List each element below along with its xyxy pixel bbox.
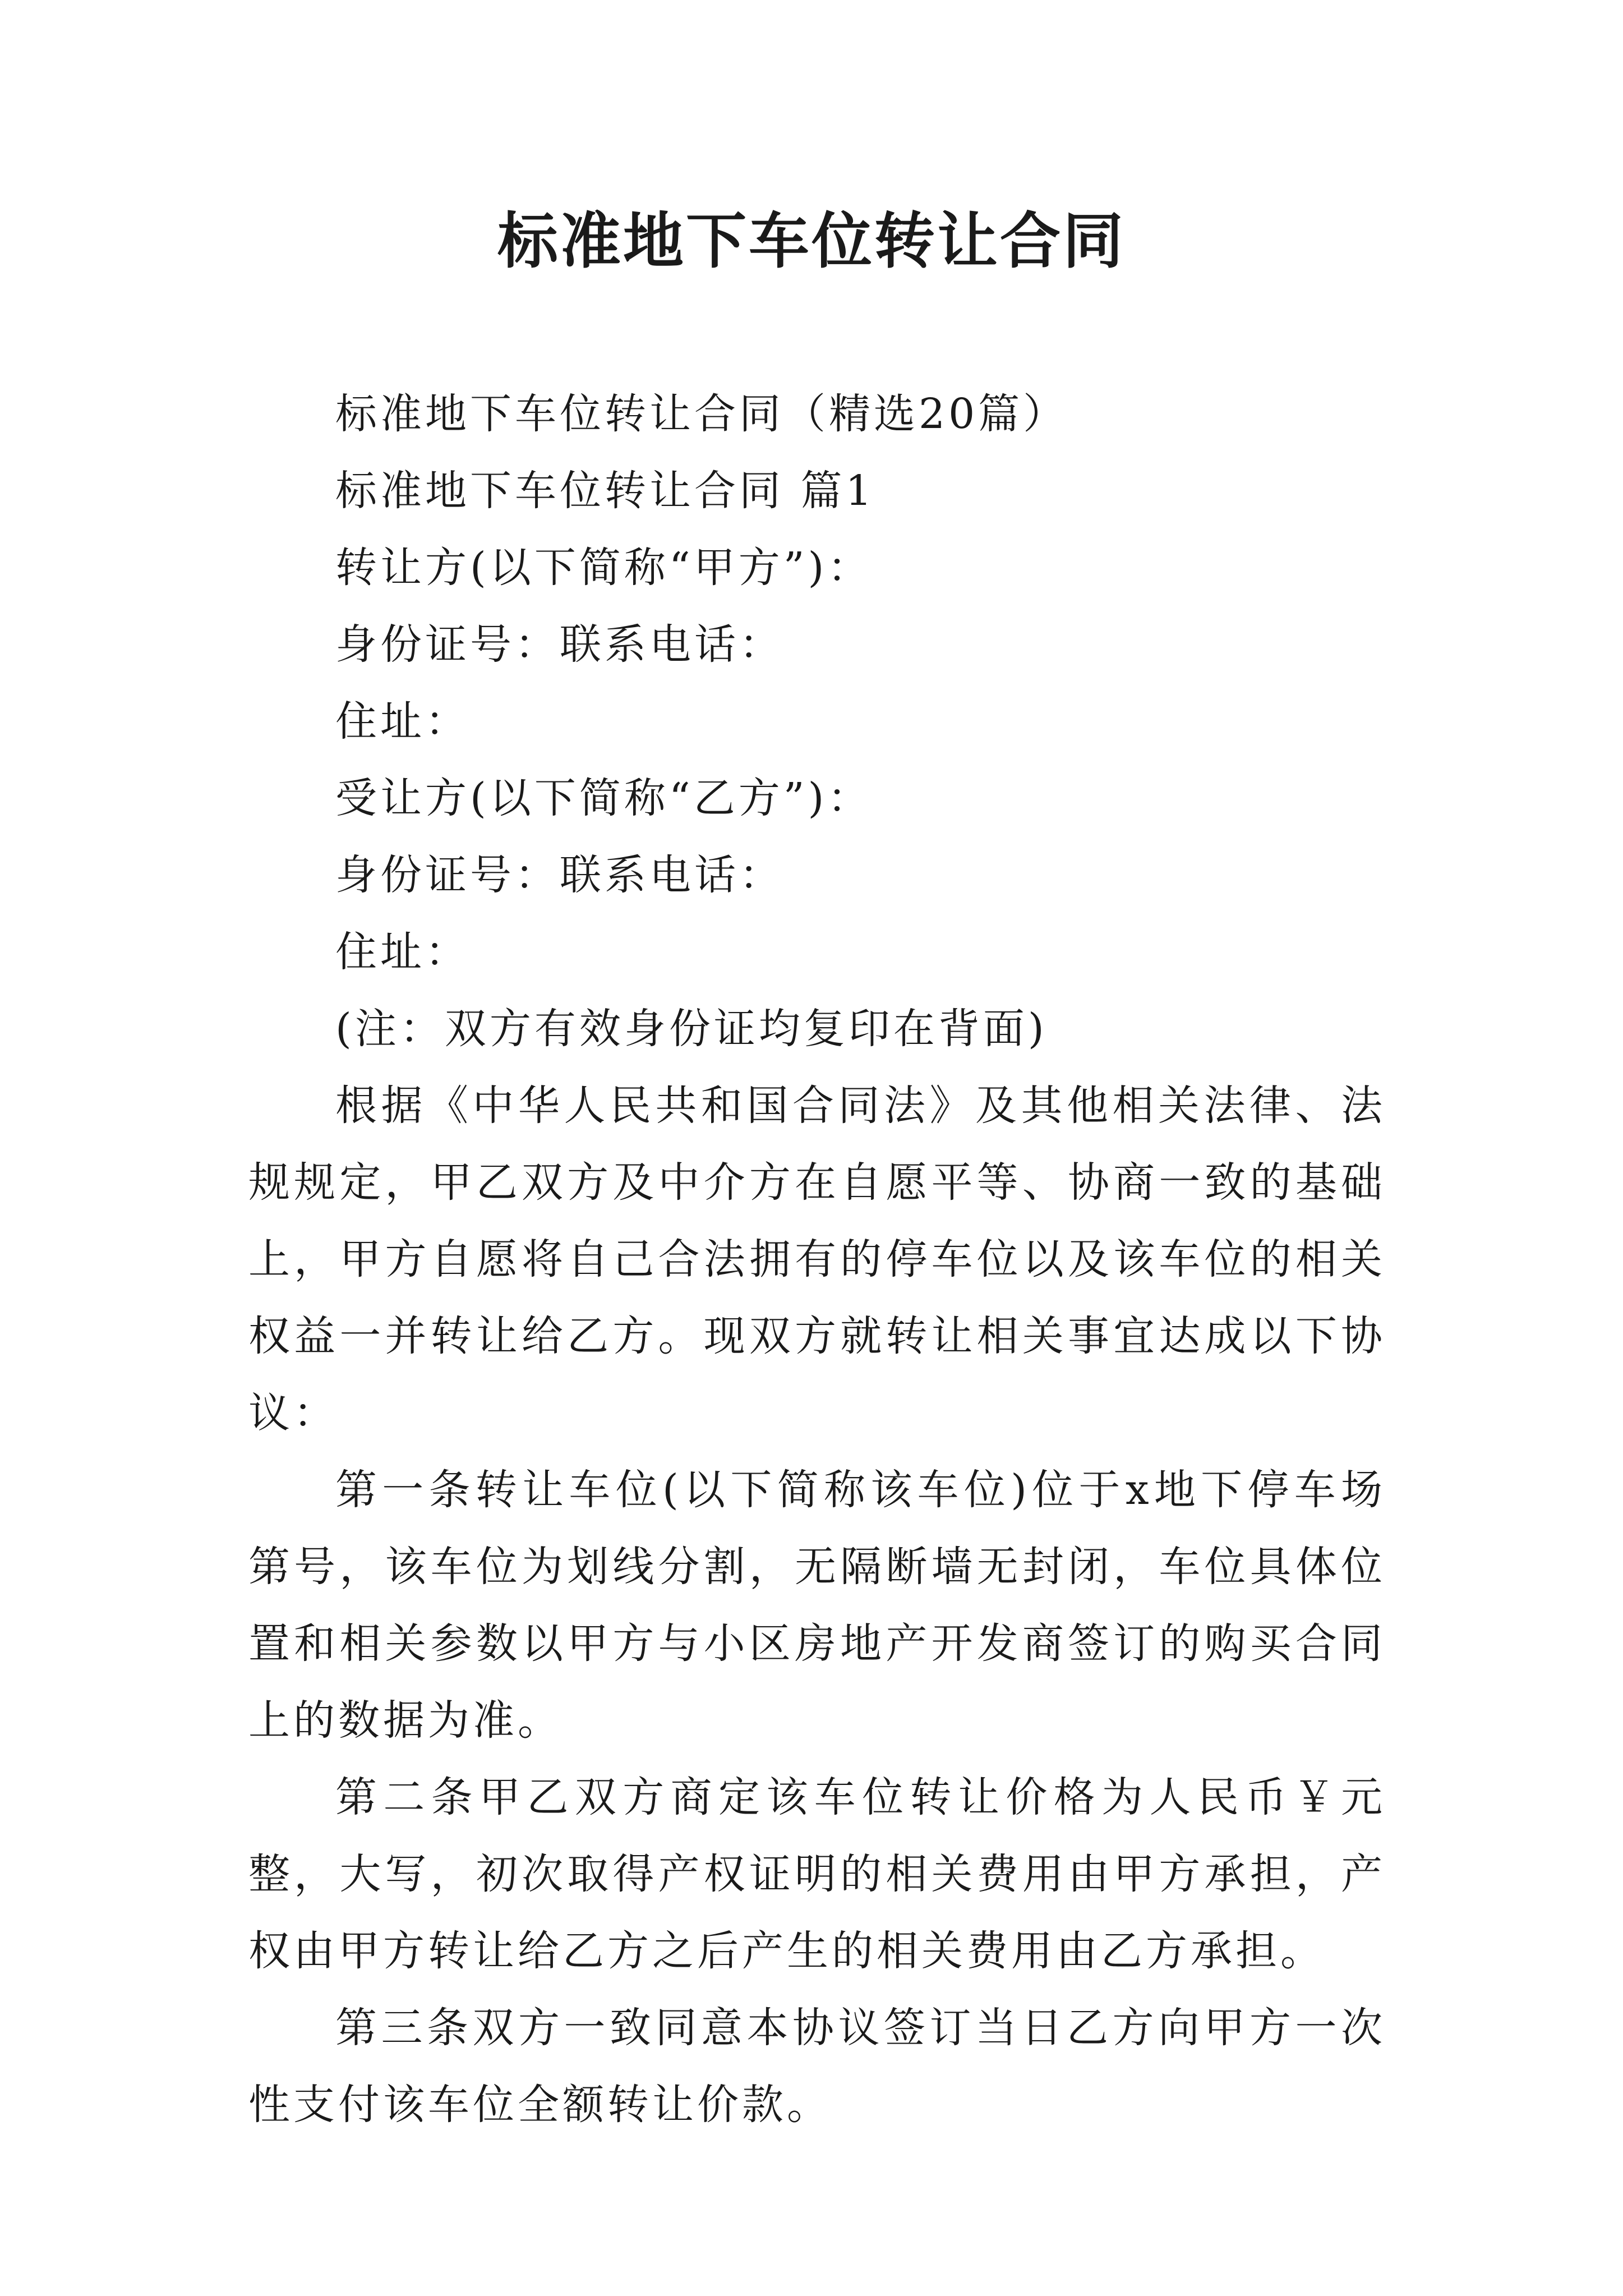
article-3-paragraph: 第三条双方一致同意本协议签订当日乙方向甲方一次性支付该车位全额转让价款。 <box>248 2004 1386 2129</box>
article-1-paragraph: 第一条转让车位(以下简称该车位)位于x地下停车场第号，该车位为划线分割，无隔断墙无封闭，车位具体位置和相关参数以甲方与小区房地产开发商签订的购买合同上的数据为准。 <box>248 1466 1386 1745</box>
document-body <box>248 376 1386 2143</box>
transferee-id-line: 身份证号：联系电话： <box>335 851 784 899</box>
note-line: (注：双方有效身份证均复印在背面) <box>335 1005 1048 1053</box>
article-2-paragraph: 第二条甲乙双方商定该车位转让价格为人民币￥元整，大写，初次取得产权证明的相关费用由甲方承担，产权由甲方转让给乙方之后产生的相关费用由乙方承担。 <box>248 1773 1386 1975</box>
preamble-paragraph: 根据《中华人民共和国合同法》及其他相关法律、法规规定，甲乙双方及中介方在自愿平等、协商一致的基础上，甲方自愿将自己合法拥有的停车位以及该车位的相关权益一并转让给乙方。现双方就转让相关事宜达成以下协议： <box>248 1082 1386 1437</box>
transferor-address-line: 住址： <box>335 697 470 746</box>
transferor-id-line: 身份证号：联系电话： <box>335 620 784 669</box>
subtitle-line: 标准地下车位转让合同（精选20篇） <box>335 390 1068 438</box>
transferee-address-line: 住址： <box>335 928 470 976</box>
section-heading: 标准地下车位转让合同 篇1 <box>335 467 875 515</box>
transferee-line: 受让方(以下简称“乙方”)： <box>335 774 873 822</box>
document-title: 标准地下车位转让合同 <box>497 206 1126 277</box>
transferor-line: 转让方(以下简称“甲方”)： <box>335 544 873 592</box>
